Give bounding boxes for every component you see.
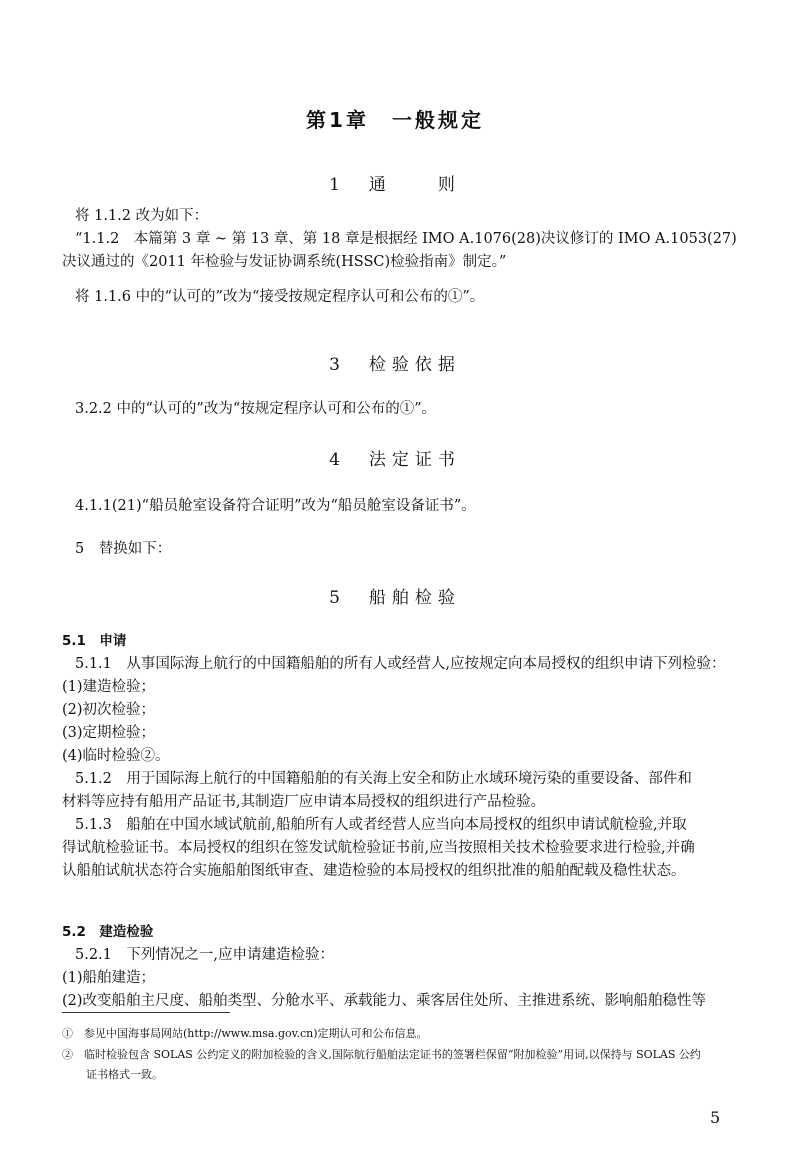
paragraph-line: 得试航检验证书。本局授权的组织在签发试航检验证书前,应当按照相关技术检验要求进行检验,并确 bbox=[62, 840, 695, 856]
paragraph-line: 5.1.3 船舶在中国水域试航前,船舶所有人或者经营人应当向本局授权的组织申请试航检验,并取 bbox=[75, 817, 687, 833]
list-item: (1)船舶建造； bbox=[62, 970, 156, 986]
list-item: (2)初次检验； bbox=[62, 702, 156, 718]
paragraph-line: 认船舶试航状态符合实施船舶图纸审查、建造检验的本局授权的组织批准的船舶配载及稳性状态。 bbox=[62, 863, 686, 879]
paragraph-line: 5.1.1 从事国际海上航行的中国籍船舶的所有人或经营人,应按规定向本局授权的组织申请下列检验： bbox=[75, 656, 726, 672]
section-heading-3: 3 检验依据 bbox=[329, 355, 461, 375]
paragraph-line: 3.2.2 中的“认可的”改为“按规定程序认可和公布的①”。 bbox=[75, 401, 437, 417]
section-heading-4: 4 法定证书 bbox=[329, 450, 461, 470]
list-item: (3)定期检验； bbox=[62, 725, 156, 741]
footnote: 证书格式一致。 bbox=[86, 1068, 163, 1081]
paragraph-line: “1.1.2 本篇第 3 章 ~ 第 13 章、第 18 章是根据经 IMO A.1076(28)决议修订的 IMO A.1053(27) bbox=[75, 231, 737, 247]
subsection-heading: 5.2 建造检验 bbox=[62, 924, 154, 940]
list-item: (4)临时检验②。 bbox=[62, 748, 170, 764]
subsection-heading: 5.1 申请 bbox=[62, 633, 127, 649]
paragraph-line: 决议通过的《2011 年检验与发证协调系统(HSSC)检验指南》制定。” bbox=[62, 254, 507, 270]
paragraph-line: 将 1.1.2 改为如下： bbox=[75, 208, 209, 224]
paragraph-line: 材料等应持有船用产品证书,其制造厂应申请本局授权的组织进行产品检验。 bbox=[62, 794, 546, 810]
paragraph-line: 5.1.2 用于国际海上航行的中国籍船舶的有关海上安全和防止水域环境污染的重要设备、部件和 bbox=[75, 771, 692, 787]
paragraph-line: 5 替换如下： bbox=[75, 541, 172, 557]
paragraph-line: 4.1.1(21)“船员舱室设备符合证明”改为“船员舱室设备证书”。 bbox=[75, 498, 476, 514]
section-heading-1: 1 通 则 bbox=[329, 175, 461, 195]
footnote-divider bbox=[62, 1012, 230, 1013]
footnote: ① 参见中国海事局网站(http://www.msa.gov.cn)定期认可和公布信息。 bbox=[62, 1027, 428, 1040]
list-item: (1)建造检验； bbox=[62, 679, 156, 695]
footnote: ② 临时检验包含 SOLAS 公约定义的附加检验的含义,国际航行船舶法定证书的签署栏保留“附加检验”用词,以保持与 SOLAS 公约 bbox=[62, 1048, 701, 1061]
page-number: 5 bbox=[710, 1108, 721, 1127]
list-item: (2)改变船舶主尺度、船舶类型、分舱水平、承载能力、乘客居住处所、主推进系统、影响船舶稳性等 bbox=[62, 993, 707, 1009]
chapter-title: 第1章 一般规定 bbox=[306, 108, 484, 132]
section-heading-5: 5 船舶检验 bbox=[329, 588, 461, 608]
paragraph-line: 将 1.1.6 中的“认可的”改为“接受按规定程序认可和公布的①”。 bbox=[75, 289, 485, 305]
paragraph-line: 5.2.1 下列情况之一,应申请建造检验： bbox=[75, 947, 335, 963]
